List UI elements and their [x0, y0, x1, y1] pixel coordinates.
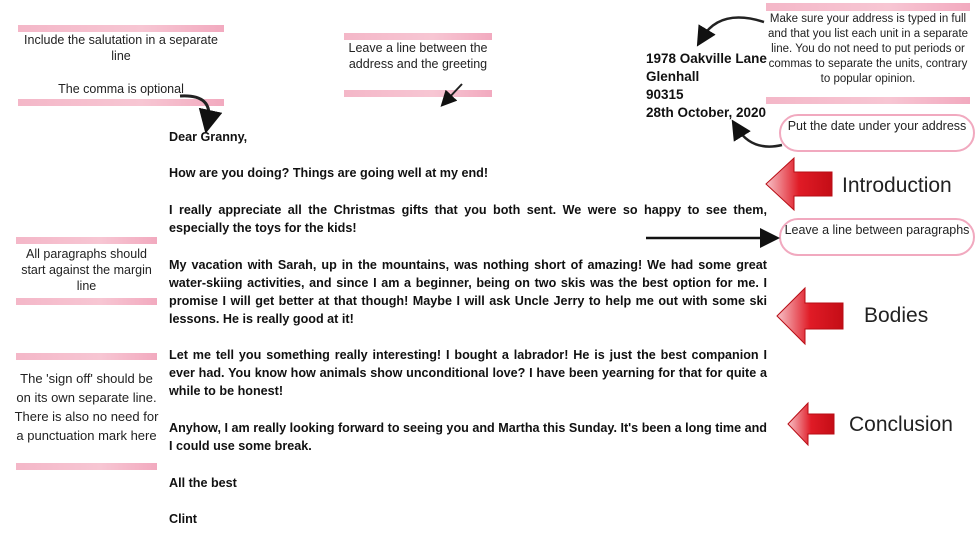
address-zip: 90315 [646, 87, 684, 102]
date-note: Put the date under your address [779, 114, 975, 152]
letter-greeting: Dear Granny, [169, 130, 248, 144]
address-format-note: Make sure your address is typed in full and that you list each unit in a separate line. You do not need to put periods or commas to separate the units, contrary to popular opinion. [767, 13, 969, 85]
letter-paragraph: Anyhow, I am really looking forward to seeing you and Martha this Sunday. It's been a long time and I could use some break. [169, 421, 767, 453]
signoff-note: The 'sign off' should be on its own separate line. There is also no need for a punctuation mark here [14, 371, 159, 443]
address-greeting-note: Leave a line between the address and the greeting [348, 41, 488, 71]
address-date: 28th October, 2020 [646, 105, 767, 120]
comma-note: The comma is optional [58, 82, 184, 96]
section-conclusion: Conclusion [849, 413, 953, 436]
section-introduction: Introduction [842, 174, 952, 197]
margin-note: All paragraphs should start against the margin line [21, 247, 152, 293]
section-bodies: Bodies [864, 304, 929, 327]
letter-paragraph: My vacation with Sarah, up in the mountains, was nothing short of amazing! We had some great water-skiing activities, and since I am a beginner, being on two skis was the best option for me. I promise I will get better at that though! Maybe I will ask Uncle Jerry to help me out with some ski lessons. He is really good at it! [169, 258, 767, 326]
address-city: Glenhall [646, 69, 700, 84]
letter-paragraph: How are you doing? Things are going well at my end! [169, 166, 489, 180]
salutation-note: Include the salutation in a separate line [24, 33, 218, 63]
letter-paragraph: Let me tell you something really interesting! I bought a labrador! He is just the best companion I ever had. You know how animals show unconditional love? I have been yearning for that for quite a while to be honest! [169, 348, 767, 398]
letter-paragraph: I really appreciate all the Christmas gifts that you both sent. We were so happy to see them, especially the toys for the kids! [169, 203, 767, 235]
letter-closing: All the best [169, 476, 237, 490]
address-street: 1978 Oakville Lane [646, 51, 767, 66]
letter-signature: Clint [169, 512, 197, 526]
paragraph-line-note: Leave a line between paragraphs [779, 218, 975, 256]
